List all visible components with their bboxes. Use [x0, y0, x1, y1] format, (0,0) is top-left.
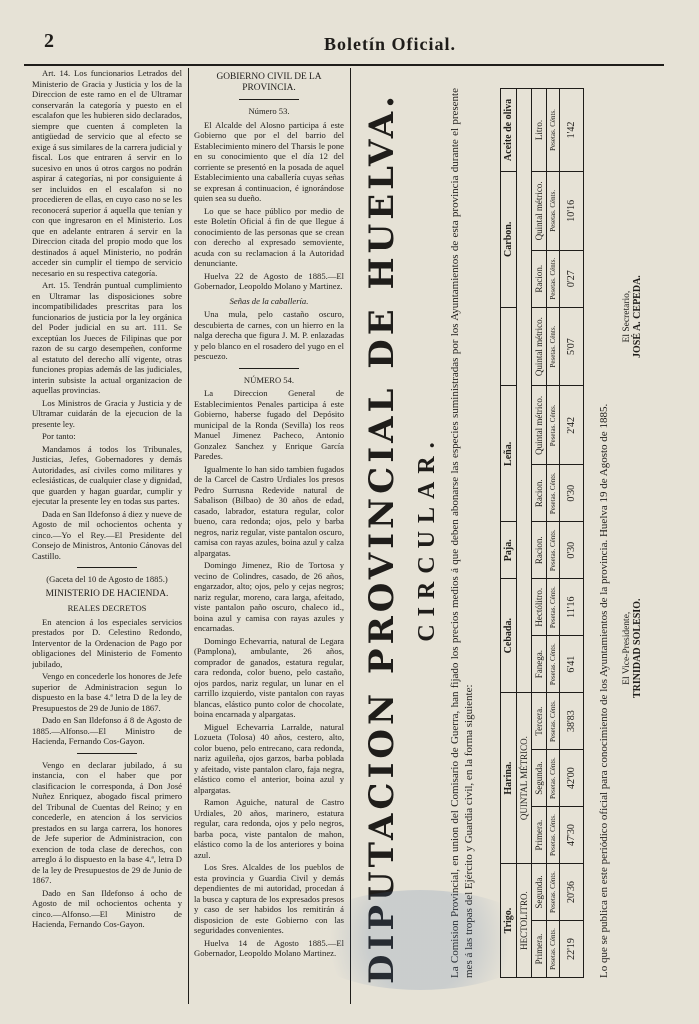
- circular-content: [350, 68, 670, 998]
- table-subheader: QUINTAL MÉTRICO.: [517, 693, 532, 864]
- unit-label: Pesetas. Cénts.: [547, 921, 560, 978]
- paragraph: Vengo en declarar jubilado, á su instancia, con el haber que por clasificacion le corresponda, á Don José Nuñez Enriquez, abogado fiscal primero del Tribunal de Cuentas del Reino; y en concederle, en atencion á los servicios prestados en su larga carrera, los honores de Jefe superior de Administracion, con exencion de toda clase de derechos, con arreglo á lo dispuesto en la base 4.ª, letra D de la ley de Presupuestos de 29 de Junio de 1867.: [32, 759, 182, 885]
- paragraph: Mandamos á todos los Tribunales, Justicias, Jefes, Gobernadores y demás Autoridades, así civiles como militares y eclesiásticas, de cualquier clase y dignidad, que guarden y hagan guardar, cumplir y ejecutar la presente ley en todas sus partes.: [32, 443, 182, 506]
- paragraph: Huelva 22 de Agosto de 1885.—El Gobernador, Leopoldo Molano y Martinez.: [194, 270, 344, 291]
- column-label: Racion.: [532, 465, 547, 522]
- column-label: Primera.: [532, 921, 547, 978]
- paragraph: Una mula, pelo castaño oscuro, descubierta de carnes, con un hierro en la nalga derecha que figura J. M. P. enlazadas y pelo blanco en el rosadero del yugo en el pescuezo.: [194, 309, 344, 361]
- paragraph: La Direccion General de Establecimientos Penales participa á este Gobierno, haberse fugado del Depósito municipal de la Ronda (Sevilla) los reos Manuel Jimenez Pacheco, Antonio Gonzalez Sanchez y Enrique García Paredes.: [194, 388, 344, 461]
- unit-label: Pesetas. Cénts.: [547, 579, 560, 636]
- paragraph: Vengo en concederle los honores de Jefe superior de Administracion segun lo dispuesto en la base 4.ª letra D de la ley de Presupuestos de 29 de Junio de 1867.: [32, 671, 182, 713]
- table-row: [547, 89, 560, 978]
- unit-label: Pesetas. Cénts.: [547, 750, 560, 807]
- unit-label: Pesetas. Cénts.: [547, 522, 560, 579]
- unit-label: Pesetas. Cénts.: [547, 864, 560, 921]
- table-row: [560, 89, 584, 978]
- column-label: Fanega.: [532, 636, 547, 693]
- journal-title: Boletín Oficial.: [324, 34, 456, 54]
- column-label: Hectólitro.: [532, 579, 547, 636]
- price-value: 0'27: [560, 250, 584, 307]
- paragraph: Ramon Aguiche, natural de Castro Urdiales, 20 años, marinero, estatura regular, cara redonda, ojos y pelo negros, barba poca, viste pantalon de mahon, elástico como la de los anteriores y boina azul.: [194, 797, 344, 860]
- circular-footer: Lo que se publica en este periódico oficial para conocimiento de los Ayuntamientos de la provincia. Huelva 19 de Agosto de 1885.: [598, 403, 610, 978]
- column-label: Segunda.: [532, 864, 547, 921]
- page-header: [24, 24, 664, 66]
- column-label: Primera.: [532, 807, 547, 864]
- subsection-heading: REALES DECRETOS: [67, 603, 147, 613]
- paragraph: Los Sres. Alcaldes de los pueblos de esta provincia y Guardia Civil y demás dependientes de mi autoridad, procedan á la busca y captura de los expresados presos y caso de ser habidos los remitirán á disposicion de este Gobierno con las seguridades convenientes.: [194, 862, 344, 935]
- price-value: 38'83: [560, 693, 584, 750]
- signature-role: El Secretario,: [622, 290, 632, 343]
- unit-label: Pesetas. Cénts.: [547, 636, 560, 693]
- price-value: 0'30: [560, 522, 584, 579]
- paragraph: Art. 15. Tendrán puntual cumplimiento en Ultramar las disposiciones sobre incompatibilidades prescritas para los funcionarios de justicia por la ley orgánica del Poder judicial en su art. 111. Se exceptúan los Jueces de Filipinas que por razon de su cargo desempeñen, conforme al estatuto del derecho allí vigente, otras funciones propias además de las judiciales, interin subsiste la actual organizacion de aquellas provincias.: [32, 280, 182, 395]
- unit-label: Pesetas. Cénts.: [547, 250, 560, 307]
- notice-number: NÚMERO 54.: [243, 374, 295, 385]
- signature-vice-president: [622, 599, 643, 698]
- paragraph: Huelva 14 de Agosto 1885.—El Gobernador, Leopoldo Molano Martinez.: [194, 937, 344, 958]
- price-value: 6'41: [560, 636, 584, 693]
- price-value: 10'16: [560, 171, 584, 250]
- unit-label: Pesetas. Cénts.: [547, 465, 560, 522]
- table-row: [501, 89, 517, 978]
- paragraph: En atencion á los especiales servicios prestados por D. Celestino Redondo, Interventor de la Ordenacion de Pago por obligaciones del Ministerio de Fomento jubilado,: [32, 616, 182, 669]
- column-label: Racion.: [532, 522, 547, 579]
- column-label: Quintal métrico.: [532, 386, 547, 465]
- column-middle: [194, 68, 344, 1006]
- price-value: 20'36: [560, 864, 584, 921]
- table-header: [501, 307, 517, 386]
- column-label: Quintal métrico.: [532, 171, 547, 250]
- column-label: Tercera.: [532, 693, 547, 750]
- divider: [77, 567, 137, 568]
- price-value: 0'30: [560, 465, 584, 522]
- paragraph: Dado en San Ildefonso á ocho de Agosto de mil ochocientos ochenta y cinco.—Alfonso.—El Ministro de Hacienda, Fernando Cos-Gayon.: [32, 887, 182, 929]
- price-value: 11'16: [560, 579, 584, 636]
- paragraph: Los Ministros de Gracia y Justicia y de Ultramar cuidarán de la ejecucion de la presente ley.: [32, 397, 182, 429]
- divider: [239, 99, 299, 100]
- page-number: 2: [44, 30, 54, 52]
- paragraph: Dado en San Ildefonso á 8 de Agosto de 1885.—Alfonso.—El Ministro de Hacienda, Fernando Cos-Gayon.: [32, 715, 182, 746]
- price-value: 22'19: [560, 921, 584, 978]
- signature-name: JOSÉ A. CEPEDA.: [632, 275, 643, 358]
- table-header: Carbon.: [501, 171, 517, 307]
- gaceta-reference: (Gaceta del 10 de Agosto de 1885.): [46, 574, 168, 584]
- unit-label: Pesetas. Cénts.: [547, 807, 560, 864]
- signature-secretary: [622, 275, 643, 358]
- circular-title: DIPUTACION PROVINCIAL DE HUELVA.: [362, 92, 402, 984]
- paragraph: Domingo Jimenez, Rio de Tortosa y vecino de Colindres, casado, de 26 años, engarzador, alto; ojos, pelo y cejas negros; nariz regular, moreno, cara larga, afeitado, viste pantalon paño oscuro, chaleco id., boina azul y camisa con rayas azules y encarnadas.: [194, 560, 344, 633]
- paragraph: Lo que se hace público por medio de este Boletín Oficial á fin de que llegue á conocimiento de las personas que se crean con derecho al expresado semoviente, acuda con su reclamacion á la Autoridad denunciante.: [194, 205, 344, 268]
- unit-label: Pesetas. Cénts.: [547, 386, 560, 465]
- price-value: 5'07: [560, 307, 584, 386]
- table-subheader: HECTOLITRO.: [517, 864, 532, 978]
- column-label: Segunda.: [532, 750, 547, 807]
- paragraph: Igualmente lo han sido tambien fugados de la Carcel de Castro Urdiales los presos Pedro Surrusna Redevide natural de Sabalison (Bilbao) de 30 años de edad, casado, labrador, estatura regular, color bueno, cara redonda; ojos, pelo y barba negros, nariz regular, viste pantalon oscuro, camisa con rayas azules, boina azul y calza alpargatas.: [194, 463, 344, 558]
- signature-role: El Vice-Presidente,: [622, 611, 632, 685]
- column-divider: [188, 68, 189, 1004]
- price-value: 47'30: [560, 807, 584, 864]
- circular-intro: La Comision Provincial, en union del Comisario de Guerra, han fijado los precios medios á que deben abonarse las especies suministradas por los Ayuntamientos de esta provincia durante el presente mes á las tropas del Ejército y Guardia civil, en la forma siguiente:: [449, 88, 475, 978]
- signature-name: TRINIDAD SOLESIO.: [632, 598, 643, 698]
- table-subheader: [517, 89, 532, 693]
- paragraph: Miguel Echevarria Larralde, natural Lozueta (Tolosa) 40 años, cestero, alto, color bueno, pelo entrecano, cara redonda, nariz aguileña, ojos garzos, barba poblada y afeitado, viste pantalon claro, faja negra, elástico como el anterior, boina azul y alpargatas.: [194, 721, 344, 795]
- table-header: Paja.: [501, 522, 517, 579]
- price-value: 2'42: [560, 386, 584, 465]
- divider: [239, 368, 299, 369]
- library-stamp-watermark: [300, 890, 540, 990]
- column-label: Litro.: [532, 89, 547, 172]
- unit-label: Pesetas. Cénts.: [547, 307, 560, 386]
- table-header: Aceite de oliva: [501, 89, 517, 172]
- divider: [77, 753, 137, 754]
- price-table: [500, 88, 584, 978]
- table-header: Trigo.: [501, 864, 517, 978]
- circular-subtitle: CIRCULAR.: [414, 434, 440, 642]
- column-label: Quintal métrico.: [532, 307, 547, 386]
- table-row: [532, 89, 547, 978]
- rotated-circular: [350, 68, 670, 998]
- table-header: Cebada.: [501, 579, 517, 693]
- paragraph: Art. 14. Los funcionarios Letrados del Ministerio de Gracia y Justicia y los de la Direccion de este ramo en el de Ultramar conservarán la categoría y puesto en el escalafon que les hubieren sido declarados, siempre que cuenten á completen la antigüedad de servicio que al efecto se exige á sus similares de la carrera judicial y fiscal. Los que entraren á servir en lo sucesivo en unos ú otros cargos no podrán aspirar á categorías, ni por consiguiente á ser incluidos en el escalafon si no procedieren de ellas, en cuyo caso no se les reconocerá superior á aquella que tenían y con que ingresaron en el Ministerio. Los que en adelante entraren á servir en la Direccion citada del propio modo que los destinados á aquel Ministerio, no podrán acceder sin cumplir el tiempo de servicio necesario en su respectiva categoría.: [32, 68, 182, 278]
- paragraph: El Alcalde del Alosno participa á este Gobierno que por el del barrio del Establecimiento minero del Tharsis le pone en su conocimiento que el día 12 del corriente se presentó en la posada de aquel Establecimiento una caballería cuyas señas se expresan á continuacion, é ignorándose quien sea su dueño.: [194, 119, 344, 203]
- subsection-heading: Señas de la caballería.: [229, 295, 309, 306]
- column-label: Racion.: [532, 250, 547, 307]
- paragraph: Domingo Echevarria, natural de Legara (Pamplona), ambulante, 26 años, comprador de ganados, estatura regular, cara redonda, color bueno, pelo castaño, ojos pardos, nariz regular, un lunar en el carrillo izquierdo, viste pantalon con rayas blancas, elástico punto color de chocolate, boina encarnada y alpargatas.: [194, 635, 344, 719]
- table-header: Harina.: [501, 693, 517, 864]
- unit-label: Pesetas. Cénts.: [547, 171, 560, 250]
- notice-number: Número 53.: [248, 106, 290, 116]
- paragraph: Por tanto:: [42, 431, 76, 441]
- price-value: 42'00: [560, 750, 584, 807]
- table-header: Leña.: [501, 386, 517, 522]
- section-heading: GOBIERNO CIVIL DE LA PROVINCIA.: [216, 72, 322, 93]
- section-heading: MINISTERIO DE HACIENDA.: [45, 588, 169, 599]
- paragraph: Dada en San Ildefonso á diez y nueve de Agosto de mil ochocientos ochenta y cinco.—Yo el Rey.—El Presidente del Consejo de Ministros, Antonio Cánovas del Castillo.: [32, 508, 182, 561]
- column-left: [32, 68, 182, 1006]
- table-row: [517, 89, 532, 978]
- price-value: 1'42: [560, 89, 584, 172]
- unit-label: Pesetas. Cénts.: [547, 89, 560, 172]
- unit-label: Pesetas. Cénts.: [547, 693, 560, 750]
